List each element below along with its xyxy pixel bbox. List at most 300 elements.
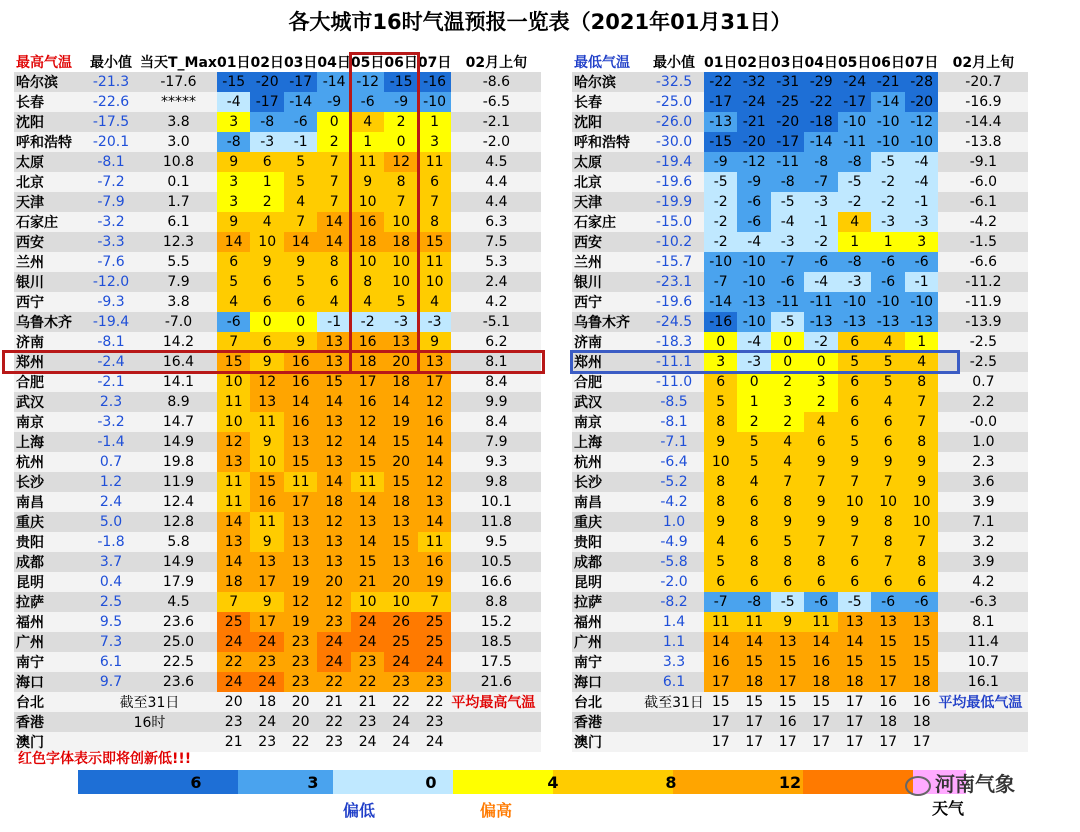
temp-cell: 4: [838, 212, 871, 232]
low-col-header: 04日: [804, 55, 838, 71]
temp-cell: 15: [217, 352, 250, 372]
temp-cell: 18: [838, 672, 871, 692]
avg-value: 6.2: [451, 332, 541, 352]
temp-cell: 18: [905, 712, 938, 732]
temp-cell: -20: [905, 92, 938, 112]
city-name: 银川: [572, 272, 644, 292]
avg-value: 4.4: [451, 192, 541, 212]
high-temperature-table: [14, 52, 541, 752]
temp-cell: 4: [351, 112, 384, 132]
min-value: 0.4: [82, 572, 140, 592]
temp-cell: 13: [905, 612, 938, 632]
avg-label: 平均最低气温: [938, 692, 1028, 712]
wechat-icon: [905, 776, 931, 796]
low-extra-row: [572, 732, 1028, 752]
min-value: 1.4: [644, 612, 704, 632]
city-name: 杭州: [572, 452, 644, 472]
temp-cell: 5: [838, 432, 871, 452]
temp-cell: -9: [737, 172, 770, 192]
min-value: -15.0: [644, 212, 704, 232]
temp-cell: 18: [384, 372, 417, 392]
high-extra-row: [14, 712, 541, 732]
city-name: 重庆: [572, 512, 644, 532]
temp-cell: -13: [704, 112, 737, 132]
tmax-value: 12.8: [140, 512, 217, 532]
high-row: [14, 372, 541, 392]
temp-cell: -14: [804, 132, 837, 152]
temp-cell: 5: [737, 452, 770, 472]
temp-cell: -24: [838, 72, 871, 92]
temp-cell: 24: [384, 732, 417, 752]
temp-cell: 2: [804, 392, 837, 412]
temp-cell: 13: [317, 352, 350, 372]
tmax-value: 14.7: [140, 412, 217, 432]
temp-cell: 5: [838, 352, 871, 372]
temp-cell: 23: [418, 672, 451, 692]
city-name: 西宁: [14, 292, 82, 312]
min-value: -25.0: [644, 92, 704, 112]
temp-cell: -8: [804, 152, 837, 172]
temp-cell: 7: [771, 472, 804, 492]
temp-cell: -11: [771, 152, 804, 172]
temp-cell: 8: [418, 212, 451, 232]
avg-value: -13.9: [938, 312, 1028, 332]
city-name: 福州: [572, 612, 644, 632]
temp-cell: 7: [905, 392, 938, 412]
temp-cell: -20: [737, 132, 770, 152]
avg-value: -14.4: [938, 112, 1028, 132]
temp-cell: 14: [418, 432, 451, 452]
min-value: -26.0: [644, 112, 704, 132]
avg-value: 9.5: [451, 532, 541, 552]
temp-cell: 16: [284, 352, 317, 372]
city-name: 哈尔滨: [572, 72, 644, 92]
temp-cell: 10: [905, 512, 938, 532]
city-name: 贵阳: [572, 532, 644, 552]
high-row: [14, 152, 541, 172]
temp-cell: 24: [418, 652, 451, 672]
temp-cell: -11: [838, 132, 871, 152]
avg-value: 5.3: [451, 252, 541, 272]
min-value: -11.0: [644, 372, 704, 392]
temp-cell: -14: [871, 92, 904, 112]
temp-cell: 8: [905, 372, 938, 392]
city-name: 福州: [14, 612, 82, 632]
temp-cell: -1: [317, 312, 350, 332]
temp-cell: 20: [217, 692, 250, 712]
temp-cell: 24: [217, 632, 250, 652]
high-col-header: 02日: [250, 55, 284, 71]
temp-cell: 1: [905, 332, 938, 352]
temp-cell: -3: [804, 192, 837, 212]
temp-cell: 11: [418, 532, 451, 552]
temp-cell: 2: [384, 112, 417, 132]
city-name: 成都: [572, 552, 644, 572]
temp-cell: 15: [838, 652, 871, 672]
city-name: 台北: [572, 692, 644, 712]
avg-value: -5.1: [451, 312, 541, 332]
footnote: 红色字体表示即将创新低!!!: [18, 751, 192, 767]
avg-value: -20.7: [938, 72, 1028, 92]
temp-cell: -4: [737, 332, 770, 352]
low-temperature-table: [572, 52, 1028, 752]
temp-cell: 8: [871, 512, 904, 532]
temp-cell: 8: [871, 532, 904, 552]
temp-cell: -1: [905, 272, 938, 292]
low-extra-row: [572, 712, 1028, 732]
blank-cell: [451, 732, 541, 752]
temp-cell: -7: [704, 272, 737, 292]
temp-cell: 5: [771, 532, 804, 552]
temp-cell: -20: [771, 112, 804, 132]
temp-cell: 19: [418, 572, 451, 592]
temp-cell: -24: [737, 92, 770, 112]
temp-cell: 8: [317, 252, 350, 272]
city-name: 南京: [14, 412, 82, 432]
tmax-value: 25.0: [140, 632, 217, 652]
temp-cell: 12: [384, 152, 417, 172]
temp-cell: 11: [704, 612, 737, 632]
low-col-header: 06日: [871, 55, 905, 71]
avg-value: 3.6: [938, 472, 1028, 492]
temp-cell: 0: [771, 352, 804, 372]
temp-cell: 4: [871, 392, 904, 412]
city-name: 天津: [572, 192, 644, 212]
temp-cell: -12: [905, 112, 938, 132]
temp-cell: 2: [250, 192, 283, 212]
high-col-header: 02月上旬: [465, 55, 528, 71]
temp-cell: 3: [418, 132, 451, 152]
temp-cell: 0: [737, 372, 770, 392]
temp-cell: 23: [351, 712, 384, 732]
legend-tick: 3: [307, 773, 319, 792]
temp-cell: 10: [250, 452, 283, 472]
temp-cell: 14: [317, 472, 350, 492]
temp-cell: 15: [351, 452, 384, 472]
low-row: [572, 412, 1028, 432]
temp-cell: 11: [737, 612, 770, 632]
temp-cell: -7: [804, 172, 837, 192]
blank-cell: [644, 732, 704, 752]
temp-cell: 8: [704, 412, 737, 432]
temp-cell: 22: [284, 732, 317, 752]
tmax-value: 17.9: [140, 572, 217, 592]
city-name: 杭州: [14, 452, 82, 472]
temp-cell: 12: [317, 432, 350, 452]
temp-cell: 14: [317, 212, 350, 232]
high-col-header: 03日: [283, 55, 318, 71]
temp-cell: 14: [217, 232, 250, 252]
temp-cell: 10: [351, 192, 384, 212]
high-row: [14, 352, 541, 372]
temp-cell: -15: [217, 72, 250, 92]
high-row: [14, 232, 541, 252]
high-table-label: 最高气温: [16, 55, 72, 71]
temp-cell: 13: [317, 412, 350, 432]
avg-value: -16.9: [938, 92, 1028, 112]
avg-value: 18.5: [451, 632, 541, 652]
low-row: [572, 232, 1028, 252]
temp-cell: 5: [704, 392, 737, 412]
temp-cell: -13: [804, 312, 837, 332]
temp-cell: 13: [351, 512, 384, 532]
temp-cell: -17: [704, 92, 737, 112]
min-value: 1.0: [644, 512, 704, 532]
temp-cell: -17: [838, 92, 871, 112]
min-value: 6.1: [644, 672, 704, 692]
min-value: -19.6: [644, 292, 704, 312]
temp-cell: -13: [905, 312, 938, 332]
temp-cell: 8: [704, 472, 737, 492]
temp-cell: 8: [737, 512, 770, 532]
temp-cell: 14: [351, 492, 384, 512]
low-row: [572, 592, 1028, 612]
temp-cell: 9: [771, 512, 804, 532]
temp-cell: 25: [217, 612, 250, 632]
high-row: [14, 592, 541, 612]
temp-cell: 16: [871, 692, 904, 712]
temp-cell: -10: [838, 292, 871, 312]
temp-cell: -31: [771, 72, 804, 92]
temp-cell: 4: [737, 472, 770, 492]
city-name: 哈尔滨: [14, 72, 82, 92]
temp-cell: -3: [384, 312, 417, 332]
blank-cell: [644, 712, 704, 732]
temp-cell: 0: [771, 332, 804, 352]
min-value: -2.4: [82, 352, 140, 372]
min-value: -23.1: [644, 272, 704, 292]
blank-cell: [451, 712, 541, 732]
watermark-text: 河南气象: [935, 772, 1015, 796]
temp-cell: 13: [250, 552, 283, 572]
tmax-value: 6.1: [140, 212, 217, 232]
temp-cell: -6: [217, 312, 250, 332]
temp-cell: 13: [317, 452, 350, 472]
temp-cell: 11: [284, 472, 317, 492]
temp-cell: 10: [418, 272, 451, 292]
city-name: 乌鲁木齐: [572, 312, 644, 332]
temp-cell: 14: [217, 552, 250, 572]
temp-cell: 7: [317, 152, 350, 172]
temp-cell: -4: [804, 272, 837, 292]
min-value: -3.2: [82, 212, 140, 232]
temp-cell: -10: [905, 292, 938, 312]
cutoff-label: 截至31日: [644, 692, 704, 712]
city-name: 广州: [14, 632, 82, 652]
blank-cell: [938, 712, 1028, 732]
min-value: -8.2: [644, 592, 704, 612]
temp-cell: 2: [737, 412, 770, 432]
tmax-value: 14.1: [140, 372, 217, 392]
temp-cell: -1: [284, 132, 317, 152]
temp-cell: 7: [384, 192, 417, 212]
temp-cell: 16: [351, 332, 384, 352]
temp-cell: -6: [871, 272, 904, 292]
temp-cell: -13: [871, 312, 904, 332]
low-row: [572, 512, 1028, 532]
temp-cell: 18: [351, 352, 384, 372]
tmax-value: 10.8: [140, 152, 217, 172]
temp-cell: 24: [384, 652, 417, 672]
temp-cell: 9: [838, 512, 871, 532]
temp-cell: 9: [284, 252, 317, 272]
min-value: -2.0: [644, 572, 704, 592]
temp-cell: 21: [351, 572, 384, 592]
city-name: 贵阳: [14, 532, 82, 552]
high-row: [14, 112, 541, 132]
temp-cell: -21: [871, 72, 904, 92]
temp-cell: 14: [418, 512, 451, 532]
min-value: -3.2: [82, 412, 140, 432]
temp-cell: 3: [771, 392, 804, 412]
city-name: 银川: [14, 272, 82, 292]
avg-value: 7.5: [451, 232, 541, 252]
avg-value: 0.7: [938, 372, 1028, 392]
temp-cell: 8: [771, 552, 804, 572]
min-value: -2.1: [82, 372, 140, 392]
temp-cell: 17: [737, 732, 770, 752]
temp-cell: -2: [871, 172, 904, 192]
page-title: 各大城市16时气温预报一览表（2021年01月31日）: [288, 10, 792, 34]
temp-cell: -2: [838, 192, 871, 212]
temp-cell: 12: [351, 412, 384, 432]
city-name: 沈阳: [14, 112, 82, 132]
temp-cell: 24: [351, 632, 384, 652]
min-value: -18.3: [644, 332, 704, 352]
temp-cell: 9: [838, 452, 871, 472]
temp-cell: 6: [737, 492, 770, 512]
city-name: 天津: [14, 192, 82, 212]
temp-cell: 2: [317, 132, 350, 152]
city-name: 兰州: [14, 252, 82, 272]
temp-cell: -10: [871, 112, 904, 132]
temp-cell: 15: [704, 692, 737, 712]
temp-cell: -8: [217, 132, 250, 152]
avg-value: 3.9: [938, 492, 1028, 512]
temp-cell: 9: [871, 452, 904, 472]
low-col-header: 05日: [837, 55, 872, 71]
temp-cell: 9: [804, 492, 837, 512]
temp-cell: -6: [804, 592, 837, 612]
temp-cell: 6: [418, 172, 451, 192]
temp-cell: 7: [317, 192, 350, 212]
temp-cell: 24: [317, 652, 350, 672]
temp-cell: 1: [351, 132, 384, 152]
temp-cell: 1: [737, 392, 770, 412]
tmax-value: 1.7: [140, 192, 217, 212]
temp-cell: 14: [317, 232, 350, 252]
temp-cell: -16: [418, 72, 451, 92]
city-name: 兰州: [572, 252, 644, 272]
city-name: 呼和浩特: [14, 132, 82, 152]
temp-cell: -2: [704, 232, 737, 252]
temp-cell: 11: [217, 472, 250, 492]
high-row: [14, 492, 541, 512]
temp-cell: 6: [838, 412, 871, 432]
high-col-header: 06日: [384, 55, 418, 71]
min-value: -19.4: [644, 152, 704, 172]
city-name: 太原: [14, 152, 82, 172]
temp-cell: 11: [418, 152, 451, 172]
temp-cell: 7: [804, 532, 837, 552]
high-row: [14, 432, 541, 452]
avg-value: 7.9: [451, 432, 541, 452]
temp-cell: 3: [804, 372, 837, 392]
avg-value: 3.9: [938, 552, 1028, 572]
high-row: [14, 532, 541, 552]
min-value: -1.4: [82, 432, 140, 452]
temp-cell: 13: [217, 532, 250, 552]
temp-cell: -9: [704, 152, 737, 172]
city-name: 沈阳: [572, 112, 644, 132]
city-name: 长沙: [14, 472, 82, 492]
temp-cell: -17: [771, 132, 804, 152]
temp-cell: 7: [838, 532, 871, 552]
temp-cell: 12: [250, 372, 283, 392]
temp-cell: -3: [771, 232, 804, 252]
high-row: [14, 292, 541, 312]
low-row: [572, 72, 1028, 92]
temp-cell: 6: [317, 272, 350, 292]
temp-cell: 17: [704, 672, 737, 692]
temp-cell: -6: [737, 212, 770, 232]
min-value: -22.6: [82, 92, 140, 112]
temp-cell: 16: [351, 392, 384, 412]
temp-cell: 0: [384, 132, 417, 152]
temp-cell: 3: [217, 192, 250, 212]
temp-cell: 0: [284, 312, 317, 332]
temp-cell: 16: [804, 652, 837, 672]
low-row: [572, 112, 1028, 132]
temp-cell: 16: [418, 412, 451, 432]
temp-cell: 13: [418, 352, 451, 372]
avg-value: -9.1: [938, 152, 1028, 172]
legend-tick: 0: [425, 773, 437, 792]
temp-cell: 13: [317, 552, 350, 572]
high-row: [14, 452, 541, 472]
temp-cell: -10: [737, 252, 770, 272]
tmax-value: 5.8: [140, 532, 217, 552]
temp-cell: 23: [317, 732, 350, 752]
high-row: [14, 172, 541, 192]
temp-cell: 7: [418, 192, 451, 212]
avg-value: -1.5: [938, 232, 1028, 252]
temp-cell: 8: [804, 552, 837, 572]
min-value: -8.1: [82, 152, 140, 172]
avg-value: -2.1: [451, 112, 541, 132]
min-value: 2.3: [82, 392, 140, 412]
legend-segment: [238, 770, 333, 794]
temp-cell: -22: [704, 72, 737, 92]
avg-value: -11.9: [938, 292, 1028, 312]
temp-cell: 13: [771, 632, 804, 652]
city-name: 长春: [572, 92, 644, 112]
low-row: [572, 392, 1028, 412]
min-value: -8.5: [644, 392, 704, 412]
temp-cell: 0: [704, 332, 737, 352]
min-value: -6.4: [644, 452, 704, 472]
avg-value: 8.1: [938, 612, 1028, 632]
min-value: -19.9: [644, 192, 704, 212]
temp-cell: 15: [317, 372, 350, 392]
min-value: -4.2: [644, 492, 704, 512]
min-value: -7.6: [82, 252, 140, 272]
temp-cell: 23: [250, 732, 283, 752]
temp-cell: 23: [250, 652, 283, 672]
temp-cell: 8: [704, 492, 737, 512]
temp-cell: 24: [351, 732, 384, 752]
temp-cell: 17: [771, 672, 804, 692]
